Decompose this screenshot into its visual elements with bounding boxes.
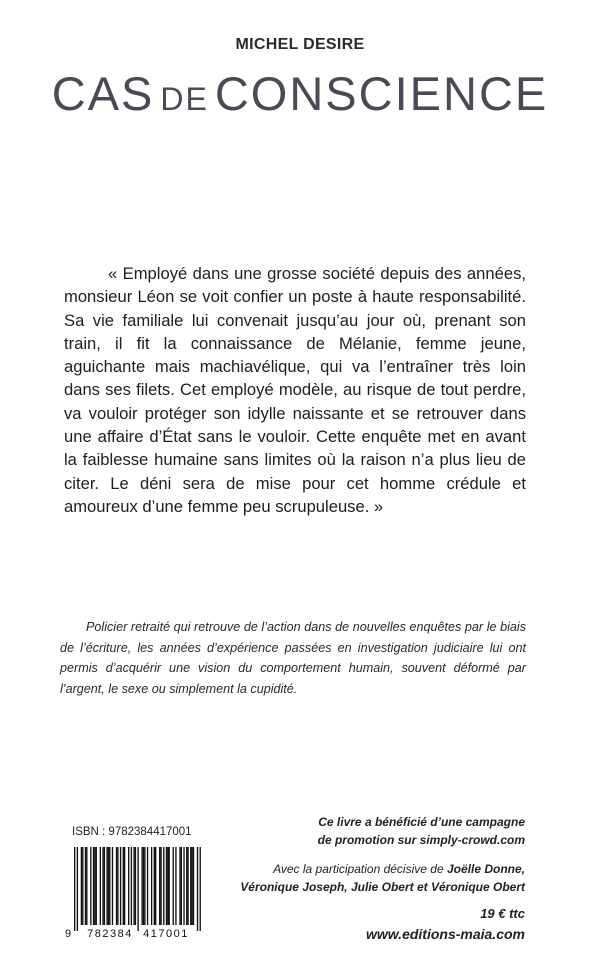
barcode-bar [131,847,132,925]
participation-line-2: Véronique Joseph, Julie Obert et Véronique Obert [240,880,525,894]
barcode-bar [117,847,118,925]
participation-name: Joëlle Donne, [446,862,525,876]
barcode-bar [142,847,143,925]
barcode-bar [100,847,101,925]
barcode-bar [82,847,83,925]
barcode-bar [128,847,129,925]
barcode-bar [106,847,107,925]
title-word-cas: CAS [51,67,155,120]
campaign-note [225,813,525,849]
barcode-bar [159,847,160,925]
barcode-bar [163,847,164,925]
barcode-bar [124,847,125,925]
barcode-bar [186,847,187,925]
barcode-bar [173,847,174,925]
barcode-bar [108,847,109,925]
campaign-line-1: Ce livre a bénéficié d’une campagne [318,815,525,829]
barcode-right-digits: 417001 [143,928,189,940]
barcode-bar [104,847,105,925]
author-name: MICHEL DESIRE [235,36,365,53]
barcode-left-digits: 782384 [87,928,133,940]
barcode-bar [86,847,87,925]
barcode-bar [144,847,145,925]
barcode-bar [96,847,97,925]
barcode-bar [133,847,134,925]
barcode-bar [81,847,82,925]
barcode-bar [85,847,86,925]
barcode-bar [94,847,95,925]
barcode-bar [143,847,144,925]
barcode-bar [179,847,180,925]
barcode-bar [160,847,161,925]
barcode-bar [166,847,167,925]
barcode-bar [135,847,136,925]
barcode-bar [193,847,194,925]
isbn-label: ISBN : 9782384417001 [72,826,192,838]
barcode-bar [137,847,138,931]
barcode-bar [90,847,91,925]
barcode-bar [169,847,170,925]
isbn-barcode [62,845,206,943]
title-word-de: DE [160,81,209,117]
barcode-bar [77,847,78,931]
barcode-bar [120,847,121,925]
book-title [0,66,600,121]
barcode-bar [112,847,113,925]
barcode-bar [74,847,75,931]
barcode-bar [116,847,117,925]
author-bio: Policier retraité qui retrouve de l’action dans de nouvelles enquêtes par le biais de l’écriture, les années d’expérience passées en investigation judiciaire lui ont permis d’acquérir une vision du comportement humain, souvent déformé par l’argent, le sexe ou simplement la cupidité. [60,620,526,696]
barcode-bar [191,847,192,925]
barcode-bar [200,847,201,931]
participation-prefix: Avec la participation décisive de [273,862,447,876]
barcode-bar [155,847,156,925]
barcode-bar [183,847,184,925]
price: 19 € ttc [480,906,525,921]
barcode-bar [175,847,176,925]
barcode-first-digit: 9 [65,928,72,940]
publisher-website: www.editions-maia.com [366,926,525,942]
barcode-bar [123,847,124,925]
barcode-bar [109,847,110,925]
book-summary: « Employé dans une grosse société depuis des années, monsieur Léon se voit confier un poste à haute responsabilité. Sa vie familiale lui convenait jusqu’au jour où, prenant son train, il fit la connaissance de Mélanie, femme jeune, aguichante mais machiavélique, qui va l’entraîner très loin dans ses filets. Cet employé modèle, au risque de tout perdre, va vouloir protéger son idylle naissante et se retrouver dans une affaire d’État sans le vouloir. Cette enquête met en avant la faiblesse humaine sans limites où la raison n’a plus lieu de citer. Le déni sera de mise pour cet homme crédule et amoureux d’une femme peu scrupuleuse. » [64,264,526,516]
barcode-bar [181,847,182,925]
barcode-bar [151,847,152,925]
barcode-bar [190,847,191,925]
barcode-bar [154,847,155,925]
campaign-line-2: de promotion sur simply-crowd.com [317,833,525,847]
barcode-bar [102,847,103,925]
barcode-bar [167,847,168,925]
barcode-bar [147,847,148,925]
barcode-bar [197,847,198,931]
participation-line-1 [225,860,525,878]
barcode-bar [187,847,188,925]
barcode-bar [93,847,94,925]
title-word-conscience: CONSCIENCE [214,67,549,120]
participation-note [225,860,525,896]
